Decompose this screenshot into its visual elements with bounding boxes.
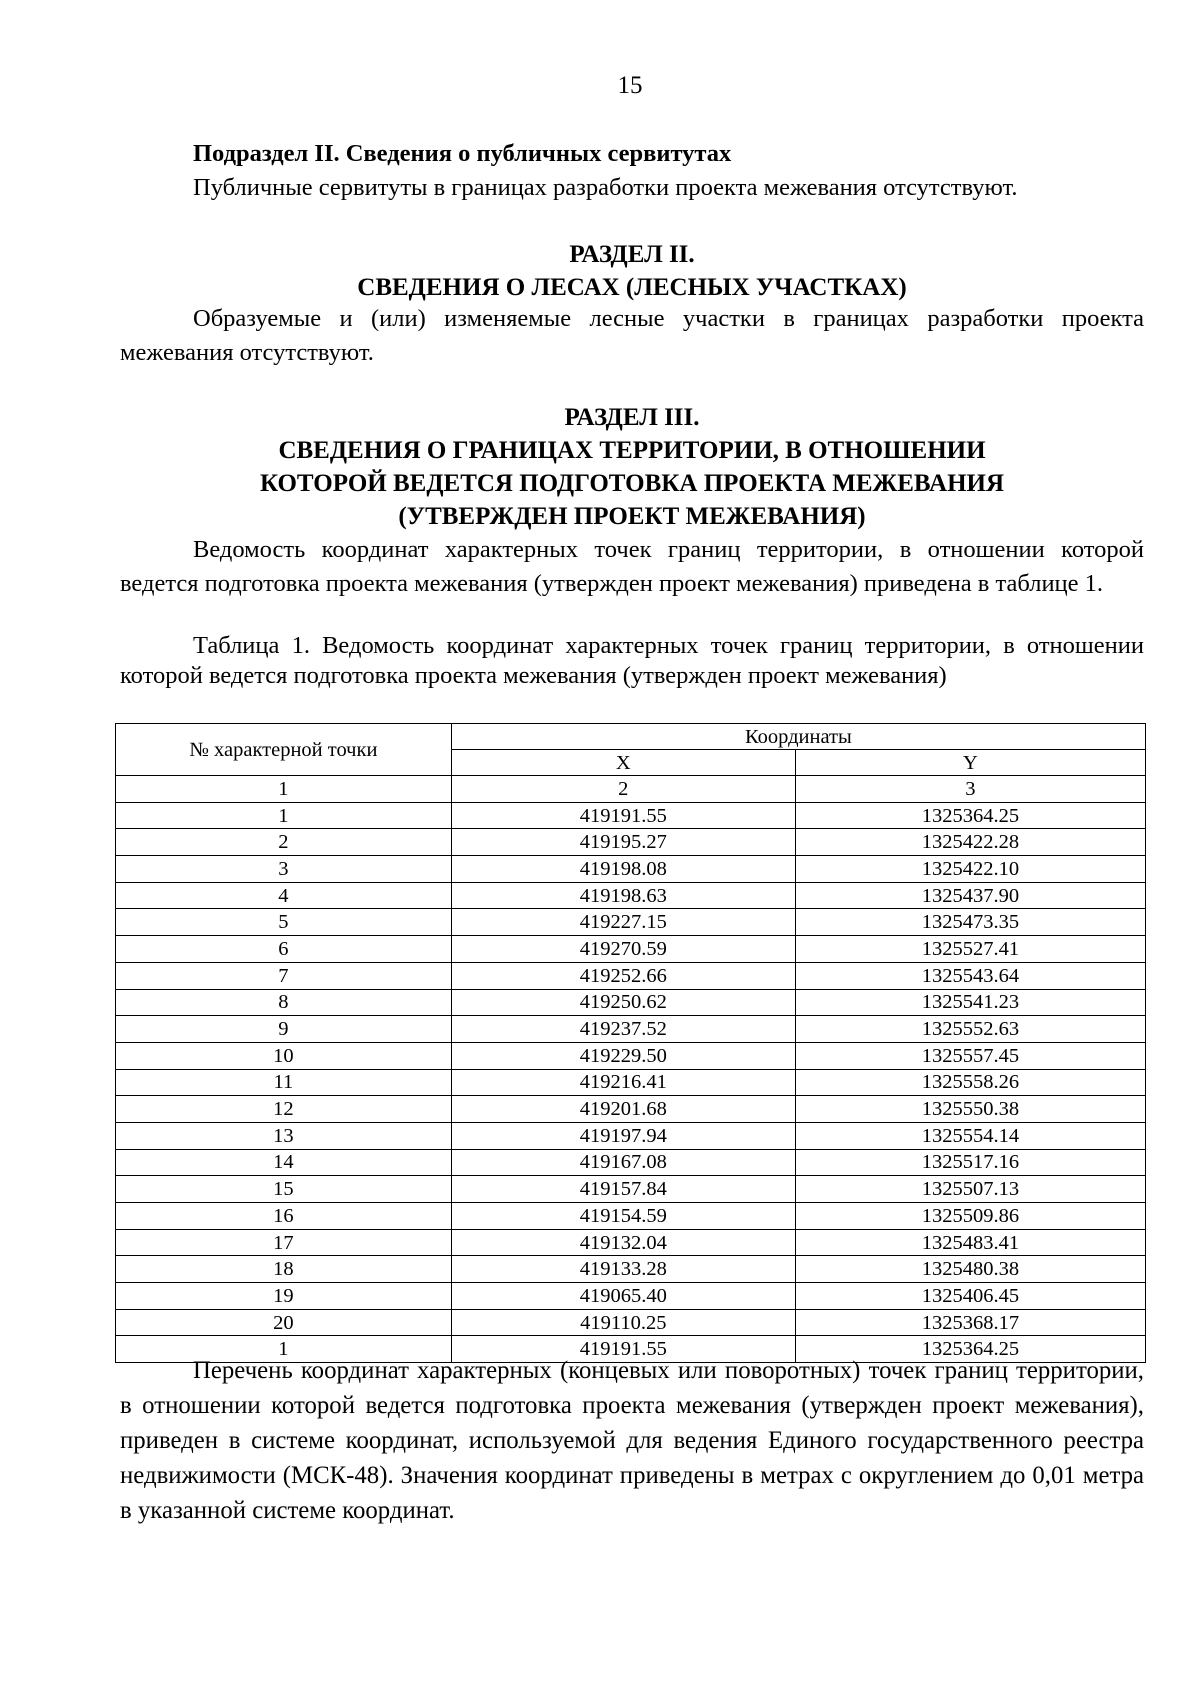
y-coordinate-cell: 1325368.17 <box>795 1309 1145 1336</box>
col-coords-header: Координаты <box>451 724 1145 750</box>
x-coordinate-cell: 419191.55 <box>451 802 795 829</box>
section-2-heading <box>120 238 1144 304</box>
y-coordinate-cell: 1325517.16 <box>795 1149 1145 1176</box>
table-row <box>116 936 1146 963</box>
table-column-number-row <box>116 776 1146 803</box>
point-number-cell: 9 <box>116 1016 452 1043</box>
point-number-cell: 2 <box>116 829 452 856</box>
x-coordinate-cell: 419270.59 <box>451 936 795 963</box>
point-number-cell: 5 <box>116 909 452 936</box>
table-row <box>116 1122 1146 1149</box>
y-coordinate-cell: 1325480.38 <box>795 1256 1145 1283</box>
point-number-cell: 1 <box>116 1336 452 1363</box>
y-coordinate-cell: 1325364.25 <box>795 802 1145 829</box>
point-number-cell: 6 <box>116 936 452 963</box>
point-number-cell: 20 <box>116 1309 452 1336</box>
coordinates-table <box>115 723 1146 1363</box>
table-row <box>116 882 1146 909</box>
subsection-2 <box>120 137 1144 205</box>
section-3-intro: Ведомость координат характерных точек границ территории, в отношении которой ведется подготовка проекта межевания (утвержден проект межевания) приведена в таблице 1. <box>120 536 1144 597</box>
closing-paragraph: Перечень координат характерных (концевых или поворотных) точек границ территории, в отношении которой ведется подготовка проекта межевания (утвержден проект межевания), приведен в системе координат, используемой для ведения Единого государственного реестра недвижимости (МСК-48). Значения координат приведены в метрах с округлением до 0,01 метра в указанной системе координат. <box>120 1357 1144 1524</box>
point-number-cell: 19 <box>116 1283 452 1310</box>
point-number-cell: 17 <box>116 1229 452 1256</box>
y-coordinate-cell: 1325558.26 <box>795 1069 1145 1096</box>
point-number-cell: 13 <box>116 1122 452 1149</box>
subsection-2-title: Подраздел II. Сведения о публичных сервитутах <box>193 140 732 167</box>
table-row <box>116 802 1146 829</box>
x-coordinate-cell: 419198.08 <box>451 856 795 883</box>
point-number-cell: 8 <box>116 989 452 1016</box>
x-coordinate-cell: 419132.04 <box>451 1229 795 1256</box>
table-row <box>116 1309 1146 1336</box>
x-coordinate-cell: 419197.94 <box>451 1122 795 1149</box>
y-coordinate-cell: 1325527.41 <box>795 936 1145 963</box>
section-3-heading <box>120 401 1144 533</box>
y-coordinate-cell: 1325422.10 <box>795 856 1145 883</box>
x-coordinate-cell: 419157.84 <box>451 1176 795 1203</box>
y-coordinate-cell: 1325507.13 <box>795 1176 1145 1203</box>
section-2-title-line2: СВЕДЕНИЯ О ЛЕСАХ (ЛЕСНЫХ УЧАСТКАХ) <box>357 274 907 301</box>
table-row <box>116 1096 1146 1123</box>
col-x-header: X <box>451 750 795 776</box>
point-number-cell: 7 <box>116 962 452 989</box>
page-number: 15 <box>617 72 643 99</box>
x-coordinate-cell: 419191.55 <box>451 1336 795 1363</box>
col-y-header: Y <box>795 750 1145 776</box>
point-number-cell: 4 <box>116 882 452 909</box>
col-point-header: № характерной точки <box>116 724 452 776</box>
y-coordinate-cell: 1325364.25 <box>795 1336 1145 1363</box>
point-number-cell: 15 <box>116 1176 452 1203</box>
table-row <box>116 962 1146 989</box>
table-row <box>116 989 1146 1016</box>
point-number-cell: 1 <box>116 802 452 829</box>
point-number-cell: 14 <box>116 1149 452 1176</box>
y-coordinate-cell: 1325557.45 <box>795 1042 1145 1069</box>
table-row <box>116 1176 1146 1203</box>
table-row <box>116 909 1146 936</box>
x-coordinate-cell: 419201.68 <box>451 1096 795 1123</box>
table-row <box>116 1042 1146 1069</box>
table-row <box>116 1256 1146 1283</box>
column-number-cell: 2 <box>451 776 795 803</box>
point-number-cell: 10 <box>116 1042 452 1069</box>
column-number-cell: 3 <box>795 776 1145 803</box>
y-coordinate-cell: 1325473.35 <box>795 909 1145 936</box>
table-row <box>116 1283 1146 1310</box>
table-row <box>116 1069 1146 1096</box>
y-coordinate-cell: 1325406.45 <box>795 1283 1145 1310</box>
x-coordinate-cell: 419065.40 <box>451 1283 795 1310</box>
x-coordinate-cell: 419252.66 <box>451 962 795 989</box>
y-coordinate-cell: 1325483.41 <box>795 1229 1145 1256</box>
x-coordinate-cell: 419216.41 <box>451 1069 795 1096</box>
x-coordinate-cell: 419198.63 <box>451 882 795 909</box>
x-coordinate-cell: 419133.28 <box>451 1256 795 1283</box>
x-coordinate-cell: 419154.59 <box>451 1203 795 1230</box>
table-row <box>116 856 1146 883</box>
y-coordinate-cell: 1325437.90 <box>795 882 1145 909</box>
section-3-title-line2: СВЕДЕНИЯ О ГРАНИЦАХ ТЕРРИТОРИИ, В ОТНОШЕНИИ <box>278 437 986 464</box>
section-2-text: Образуемые и (или) изменяемые лесные участки в границах разработки проекта межевания отсутствуют. <box>120 305 1144 366</box>
column-number-cell: 1 <box>116 776 452 803</box>
x-coordinate-cell: 419167.08 <box>451 1149 795 1176</box>
y-coordinate-cell: 1325422.28 <box>795 829 1145 856</box>
table-caption: Таблица 1. Ведомость координат характерных точек границ территории, в отношении которой ведется подготовка проекта межевания (утвержден проект межевания) <box>120 632 1144 689</box>
table-row <box>116 829 1146 856</box>
y-coordinate-cell: 1325554.14 <box>795 1122 1145 1149</box>
point-number-cell: 11 <box>116 1069 452 1096</box>
section-3-title-line3: КОТОРОЙ ВЕДЕТСЯ ПОДГОТОВКА ПРОЕКТА МЕЖЕВАНИЯ <box>259 470 1005 497</box>
y-coordinate-cell: 1325543.64 <box>795 962 1145 989</box>
section-2-title-line1: РАЗДЕЛ II. <box>569 241 695 268</box>
x-coordinate-cell: 419227.15 <box>451 909 795 936</box>
table-row <box>116 1016 1146 1043</box>
point-number-cell: 16 <box>116 1203 452 1230</box>
subsection-2-text: Публичные сервитуты в границах разработки проекта межевания отсутствуют. <box>193 174 1018 201</box>
x-coordinate-cell: 419229.50 <box>451 1042 795 1069</box>
y-coordinate-cell: 1325552.63 <box>795 1016 1145 1043</box>
point-number-cell: 3 <box>116 856 452 883</box>
x-coordinate-cell: 419195.27 <box>451 829 795 856</box>
section-3-title-line4: (УТВЕРЖДЕН ПРОЕКТ МЕЖЕВАНИЯ) <box>398 503 866 530</box>
point-number-cell: 12 <box>116 1096 452 1123</box>
section-3-title-line1: РАЗДЕЛ III. <box>564 404 700 431</box>
table-header-row <box>116 724 1146 750</box>
table-row <box>116 1229 1146 1256</box>
point-number-cell: 18 <box>116 1256 452 1283</box>
x-coordinate-cell: 419237.52 <box>451 1016 795 1043</box>
y-coordinate-cell: 1325509.86 <box>795 1203 1145 1230</box>
y-coordinate-cell: 1325550.38 <box>795 1096 1145 1123</box>
table-row <box>116 1203 1146 1230</box>
table-row <box>116 1149 1146 1176</box>
x-coordinate-cell: 419110.25 <box>451 1309 795 1336</box>
x-coordinate-cell: 419250.62 <box>451 989 795 1016</box>
y-coordinate-cell: 1325541.23 <box>795 989 1145 1016</box>
